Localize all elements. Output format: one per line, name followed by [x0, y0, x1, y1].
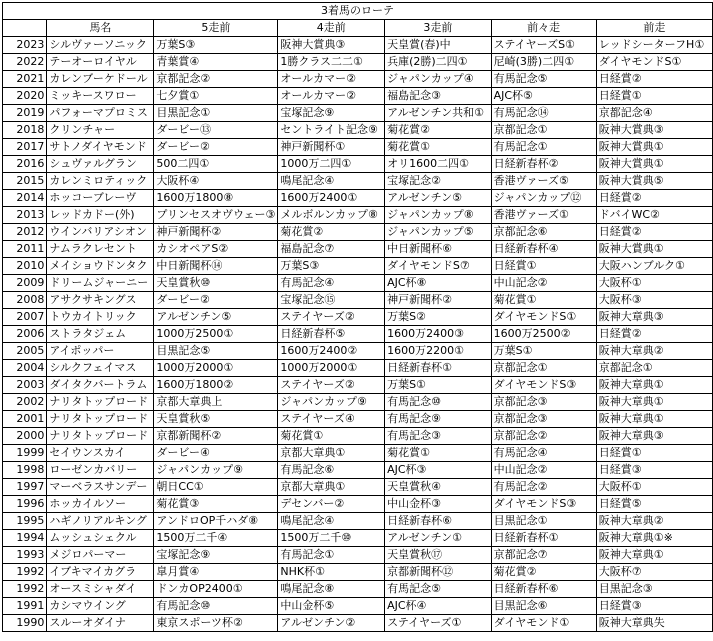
race-3rd-prev-cell: 菊花賞①	[385, 445, 492, 462]
race-prev-cell: 日経賞③	[596, 462, 712, 479]
race-3rd-prev-cell: アルゼンチン⑤	[385, 190, 492, 207]
year-cell: 1996	[3, 496, 47, 513]
table-row	[3, 530, 713, 547]
table-row	[3, 241, 713, 258]
race-3rd-prev-cell: 中日新聞杯⑥	[385, 241, 492, 258]
race-3rd-prev-cell: 菊花賞①	[385, 139, 492, 156]
horse-name-cell: カレンブーケドール	[47, 71, 154, 88]
race-prev-cell: 阪神大章典①	[596, 411, 712, 428]
race-2nd-prev-cell: 有馬記念⑭	[491, 105, 596, 122]
race-2nd-prev-cell: 京都記念①	[491, 122, 596, 139]
table-row	[3, 88, 713, 105]
race-4th-prev-cell: 鳴尾記念④	[278, 513, 385, 530]
race-4th-prev-cell: 宝塚記念⑨	[278, 105, 385, 122]
race-5th-prev-cell: アルゼンチン⑤	[154, 309, 278, 326]
race-3rd-prev-cell: 兵庫(2勝)二四①	[385, 54, 492, 71]
race-5th-prev-cell: ダービー⑬	[154, 122, 278, 139]
race-5th-prev-cell: 1600万1800②	[154, 377, 278, 394]
race-prev-cell: 阪神大章典①	[596, 394, 712, 411]
race-4th-prev-cell: 菊花賞②	[278, 224, 385, 241]
race-5th-prev-cell: 神戸新聞杯②	[154, 224, 278, 241]
table-row	[3, 173, 713, 190]
race-4th-prev-cell: NHK杯①	[278, 564, 385, 581]
year-cell: 2019	[3, 105, 47, 122]
table-row	[3, 513, 713, 530]
race-5th-prev-cell: 中日新聞杯⑭	[154, 258, 278, 275]
race-prev-cell: 大阪ハンブルク①	[596, 258, 712, 275]
race-5th-prev-cell: ダービー②	[154, 292, 278, 309]
table-row	[3, 37, 713, 54]
race-prev-cell: 阪神大賞典①	[596, 139, 712, 156]
race-3rd-prev-cell: 福島記念③	[385, 88, 492, 105]
race-3rd-prev-cell: 有馬記念⑩	[385, 394, 492, 411]
race-4th-prev-cell: 有馬記念①	[278, 547, 385, 564]
horse-name-cell: イブキマイカグラ	[47, 564, 154, 581]
race-2nd-prev-cell: AJC杯⑤	[491, 88, 596, 105]
year-cell: 1990	[3, 615, 47, 632]
race-prev-cell: 目黒記念③	[596, 581, 712, 598]
race-2nd-prev-cell: 京都記念③	[491, 411, 596, 428]
table-row	[3, 496, 713, 513]
race-2nd-prev-cell: 日経新春杯⑥	[491, 581, 596, 598]
race-3rd-prev-cell: 1600万2400③	[385, 326, 492, 343]
race-4th-prev-cell: セントライト記念⑨	[278, 122, 385, 139]
race-5th-prev-cell: 目黒記念⑤	[154, 343, 278, 360]
race-5th-prev-cell: 大阪杯④	[154, 173, 278, 190]
horse-name-cell: サトノダイヤモンド	[47, 139, 154, 156]
table-row	[3, 190, 713, 207]
race-2nd-prev-cell: ステイヤーズS①	[491, 37, 596, 54]
horse-name-cell: ミッキースワロー	[47, 88, 154, 105]
race-2nd-prev-cell: ジャパンカップ⑫	[491, 190, 596, 207]
race-2nd-prev-cell: 日経新春杯②	[491, 156, 596, 173]
race-3rd-prev-cell: 万葉S①	[385, 377, 492, 394]
race-5th-prev-cell: 目黒記念①	[154, 105, 278, 122]
race-2nd-prev-cell: 京都記念⑦	[491, 547, 596, 564]
race-2nd-prev-cell: ダイヤモンドS①	[491, 309, 596, 326]
race-5th-prev-cell: プリンセスオヴウェー③	[154, 207, 278, 224]
race-2nd-prev-cell: 菊花賞①	[491, 292, 596, 309]
race-4th-prev-cell: 有馬記念⑥	[278, 462, 385, 479]
header-cell-prev: 前走	[596, 20, 712, 37]
race-4th-prev-cell: 京都大章典①	[278, 479, 385, 496]
race-5th-prev-cell: ダービー④	[154, 445, 278, 462]
horse-name-cell: マーベラスサンデー	[47, 479, 154, 496]
race-prev-cell: 阪神大賞典①	[596, 156, 712, 173]
race-prev-cell: 大阪杯⑦	[596, 564, 712, 581]
year-cell: 2003	[3, 377, 47, 394]
race-3rd-prev-cell: 京都新聞杯⑫	[385, 564, 492, 581]
horse-name-cell: オースミシャダイ	[47, 581, 154, 598]
race-prev-cell: 阪神大賞典①	[596, 241, 712, 258]
horse-name-cell: ドリームジャーニー	[47, 275, 154, 292]
race-5th-prev-cell: ダービー②	[154, 139, 278, 156]
horse-name-cell: ダイタクバートラム	[47, 377, 154, 394]
horse-name-cell: ムッシュシェクル	[47, 530, 154, 547]
horse-name-cell: クリンチャー	[47, 122, 154, 139]
race-3rd-prev-cell: ジャパンカップ⑤	[385, 224, 492, 241]
race-5th-prev-cell: 東京スポーツ杯②	[154, 615, 278, 632]
horse-name-cell: カシマウイング	[47, 598, 154, 615]
header-cell-5th-prev: 5走前	[154, 20, 278, 37]
race-2nd-prev-cell: 1600万2500②	[491, 326, 596, 343]
year-cell: 2017	[3, 139, 47, 156]
race-4th-prev-cell: 日経新春杯⑤	[278, 326, 385, 343]
race-4th-prev-cell: 1000万2000①	[278, 360, 385, 377]
table-row	[3, 54, 713, 71]
race-5th-prev-cell: 皐月賞④	[154, 564, 278, 581]
race-2nd-prev-cell: 京都記念②	[491, 428, 596, 445]
race-prev-cell: 大阪杯①	[596, 479, 712, 496]
race-3rd-prev-cell: 菊花賞②	[385, 122, 492, 139]
year-cell: 1997	[3, 479, 47, 496]
race-2nd-prev-cell: ダイヤモンド①	[491, 615, 596, 632]
table-row	[3, 360, 713, 377]
race-4th-prev-cell: ステイヤーズ②	[278, 377, 385, 394]
year-cell: 2001	[3, 411, 47, 428]
race-4th-prev-cell: 1000万二四①	[278, 156, 385, 173]
race-prev-cell: 日経賞②	[596, 326, 712, 343]
year-cell: 2006	[3, 326, 47, 343]
year-cell: 2010	[3, 258, 47, 275]
table-row	[3, 598, 713, 615]
race-4th-prev-cell: 宝塚記念⑮	[278, 292, 385, 309]
race-2nd-prev-cell: 尼崎(3勝)二四①	[491, 54, 596, 71]
race-prev-cell: 阪神大章典③	[596, 428, 712, 445]
race-5th-prev-cell: 宝塚記念⑨	[154, 547, 278, 564]
header-cell-3rd-prev: 3走前	[385, 20, 492, 37]
year-cell: 1994	[3, 530, 47, 547]
year-cell: 2007	[3, 309, 47, 326]
year-cell: 2009	[3, 275, 47, 292]
race-prev-cell: 日経賞①	[596, 88, 712, 105]
race-5th-prev-cell: ドンカOP2400①	[154, 581, 278, 598]
race-prev-cell: 阪神大章典②	[596, 513, 712, 530]
table-row	[3, 445, 713, 462]
race-5th-prev-cell: 朝日CC①	[154, 479, 278, 496]
header-cell-4th-prev: 4走前	[278, 20, 385, 37]
race-4th-prev-cell: デセンバー②	[278, 496, 385, 513]
race-5th-prev-cell: 1500万二千④	[154, 530, 278, 547]
year-cell: 2020	[3, 88, 47, 105]
horse-name-cell: カレンミロティック	[47, 173, 154, 190]
race-2nd-prev-cell: 日経賞①	[491, 258, 596, 275]
race-5th-prev-cell: 1000万2000①	[154, 360, 278, 377]
table-row	[3, 275, 713, 292]
table-row	[3, 581, 713, 598]
table-row	[3, 292, 713, 309]
race-prev-cell: 阪神大章典①	[596, 377, 712, 394]
race-3rd-prev-cell: 万葉S②	[385, 309, 492, 326]
race-4th-prev-cell: 万葉S③	[278, 258, 385, 275]
race-5th-prev-cell: 京都大章典上	[154, 394, 278, 411]
table-row	[3, 343, 713, 360]
table-row	[3, 377, 713, 394]
race-5th-prev-cell: 1000万2500①	[154, 326, 278, 343]
race-3rd-prev-cell: 宝塚記念②	[385, 173, 492, 190]
year-cell: 1993	[3, 547, 47, 564]
horse-name-cell: ホッコーブレーヴ	[47, 190, 154, 207]
race-2nd-prev-cell: 有馬記念②	[491, 479, 596, 496]
table-row	[3, 309, 713, 326]
race-4th-prev-cell: ジャパンカップ⑨	[278, 394, 385, 411]
race-5th-prev-cell: 万葉S③	[154, 37, 278, 54]
race-5th-prev-cell: 菊花賞③	[154, 496, 278, 513]
horse-name-cell: シュヴァルグラン	[47, 156, 154, 173]
year-cell: 2002	[3, 394, 47, 411]
table-row	[3, 547, 713, 564]
race-prev-cell: 阪神大賞典⑤	[596, 173, 712, 190]
race-3rd-prev-cell: 日経新春杯①	[385, 360, 492, 377]
table-row	[3, 411, 713, 428]
race-3rd-prev-cell: 神戸新聞杯②	[385, 292, 492, 309]
year-cell: 2014	[3, 190, 47, 207]
table-row	[3, 462, 713, 479]
race-prev-cell: レッドシーターフH①	[596, 37, 712, 54]
race-2nd-prev-cell: 有馬記念⑤	[491, 71, 596, 88]
race-3rd-prev-cell: 有馬記念⑨	[385, 411, 492, 428]
race-4th-prev-cell: 鳴尾記念④	[278, 173, 385, 190]
race-4th-prev-cell: 京都大章典①	[278, 445, 385, 462]
race-prev-cell: 日経賞②	[596, 190, 712, 207]
table-row	[3, 105, 713, 122]
year-cell: 2023	[3, 37, 47, 54]
race-2nd-prev-cell: 日経新春杯①	[491, 530, 596, 547]
table-row	[3, 139, 713, 156]
year-cell: 2022	[3, 54, 47, 71]
race-5th-prev-cell: アンドロOP千ハダ⑧	[154, 513, 278, 530]
race-2nd-prev-cell: 目黒記念①	[491, 513, 596, 530]
race-5th-prev-cell: 京都新聞杯②	[154, 428, 278, 445]
race-5th-prev-cell: 京都記念②	[154, 71, 278, 88]
horse-name-cell: ナリタトップロード	[47, 428, 154, 445]
race-prev-cell: ダイヤモンドS①	[596, 54, 712, 71]
table-row	[3, 394, 713, 411]
horse-name-cell: トウカイトリック	[47, 309, 154, 326]
race-prev-cell: 阪神大章典①	[596, 547, 712, 564]
horse-name-cell: レッドカドー(外)	[47, 207, 154, 224]
table-row	[3, 428, 713, 445]
table-row	[3, 224, 713, 241]
race-prev-cell: ドバイWC②	[596, 207, 712, 224]
race-4th-prev-cell: 阪神大賞典③	[278, 37, 385, 54]
year-cell: 2015	[3, 173, 47, 190]
horse-name-cell: ハギノリアルキング	[47, 513, 154, 530]
horse-name-cell: ウインバリアシオン	[47, 224, 154, 241]
race-3rd-prev-cell: ジャパンカップ⑧	[385, 207, 492, 224]
race-4th-prev-cell: オールカマー②	[278, 88, 385, 105]
race-5th-prev-cell: 青葉賞④	[154, 54, 278, 71]
horse-name-cell: メジロパーマー	[47, 547, 154, 564]
horse-name-cell: シルクフェイマス	[47, 360, 154, 377]
race-4th-prev-cell: オールカマー②	[278, 71, 385, 88]
race-prev-cell: 京都記念④	[596, 105, 712, 122]
table-title: 3着馬のローテ	[3, 3, 713, 20]
race-3rd-prev-cell: 日経新春杯⑥	[385, 513, 492, 530]
table-row	[3, 564, 713, 581]
race-prev-cell: 阪神大章典③	[596, 309, 712, 326]
horse-name-cell: メイショウドンタク	[47, 258, 154, 275]
race-2nd-prev-cell: 目黒記念⑥	[491, 598, 596, 615]
horse-name-cell: ホッカイルソー	[47, 496, 154, 513]
year-cell: 1995	[3, 513, 47, 530]
race-3rd-prev-cell: アルゼンチン①	[385, 530, 492, 547]
year-cell: 1998	[3, 462, 47, 479]
race-3rd-prev-cell: オリ1600二四①	[385, 156, 492, 173]
header-cell-year	[3, 20, 47, 37]
race-4th-prev-cell: 1600万2400①	[278, 190, 385, 207]
race-prev-cell: 日経賞①	[596, 445, 712, 462]
table-row	[3, 326, 713, 343]
race-prev-cell: 阪神大章典②	[596, 343, 712, 360]
table-row	[3, 258, 713, 275]
race-2nd-prev-cell: 有馬記念④	[491, 445, 596, 462]
race-prev-cell: 日経賞②	[596, 224, 712, 241]
table-row	[3, 615, 713, 632]
horse-name-cell: アイポッパー	[47, 343, 154, 360]
race-2nd-prev-cell: 日経新春杯④	[491, 241, 596, 258]
horse-name-cell: シルヴァーソニック	[47, 37, 154, 54]
race-5th-prev-cell: ジャパンカップ⑨	[154, 462, 278, 479]
race-4th-prev-cell: 1500万二千⑩	[278, 530, 385, 547]
race-4th-prev-cell: 鳴尾記念⑧	[278, 581, 385, 598]
year-cell: 2021	[3, 71, 47, 88]
race-2nd-prev-cell: ダイヤモンドS③	[491, 377, 596, 394]
race-4th-prev-cell: 神戸新聞杯①	[278, 139, 385, 156]
year-cell: 1999	[3, 445, 47, 462]
race-prev-cell: 日経賞②	[596, 71, 712, 88]
table-row	[3, 207, 713, 224]
race-3rd-prev-cell: ステイヤーズ①	[385, 615, 492, 632]
table-row	[3, 479, 713, 496]
race-3rd-prev-cell: 天皇賞(春)中	[385, 37, 492, 54]
year-cell: 2000	[3, 428, 47, 445]
race-3rd-prev-cell: 有馬記念⑤	[385, 581, 492, 598]
rotation-table	[2, 2, 713, 632]
race-4th-prev-cell: 1勝クラス二二①	[278, 54, 385, 71]
race-prev-cell: 日経賞③	[596, 598, 712, 615]
race-4th-prev-cell: 福島記念⑦	[278, 241, 385, 258]
race-2nd-prev-cell: 京都記念③	[491, 394, 596, 411]
race-4th-prev-cell: 有馬記念④	[278, 275, 385, 292]
header-cell-horse: 馬名	[47, 20, 154, 37]
horse-name-cell: ナリタトップロード	[47, 411, 154, 428]
race-prev-cell: 阪神大章典失	[596, 615, 712, 632]
race-2nd-prev-cell: ダイヤモンドS③	[491, 496, 596, 513]
table-row	[3, 122, 713, 139]
race-5th-prev-cell: カシオペアS②	[154, 241, 278, 258]
year-cell: 2018	[3, 122, 47, 139]
horse-name-cell: セイウンスカイ	[47, 445, 154, 462]
race-3rd-prev-cell: AJC杯④	[385, 598, 492, 615]
race-4th-prev-cell: 菊花賞①	[278, 428, 385, 445]
horse-name-cell: ローゼンカバリー	[47, 462, 154, 479]
header-row	[3, 20, 713, 37]
table-row	[3, 156, 713, 173]
year-cell: 1992	[3, 564, 47, 581]
horse-name-cell: ナリタトップロード	[47, 394, 154, 411]
race-5th-prev-cell: 七夕賞①	[154, 88, 278, 105]
race-5th-prev-cell: 500二四①	[154, 156, 278, 173]
race-3rd-prev-cell: ダイヤモンドS⑦	[385, 258, 492, 275]
race-2nd-prev-cell: 菊花賞②	[491, 564, 596, 581]
year-cell: 2016	[3, 156, 47, 173]
year-cell: 2008	[3, 292, 47, 309]
race-prev-cell: 阪神大章典①※	[596, 530, 712, 547]
race-4th-prev-cell: メルボルンカップ⑧	[278, 207, 385, 224]
race-4th-prev-cell: アルゼンチン②	[278, 615, 385, 632]
race-3rd-prev-cell: 1600万2200①	[385, 343, 492, 360]
race-3rd-prev-cell: AJC杯③	[385, 462, 492, 479]
race-2nd-prev-cell: 香港ヴァーズ①	[491, 207, 596, 224]
year-cell: 2012	[3, 224, 47, 241]
horse-name-cell: ナムラクレセント	[47, 241, 154, 258]
race-4th-prev-cell: 1600万2400②	[278, 343, 385, 360]
race-2nd-prev-cell: 有馬記念①	[491, 139, 596, 156]
race-3rd-prev-cell: ジャパンカップ④	[385, 71, 492, 88]
race-3rd-prev-cell: アルゼンチン共和①	[385, 105, 492, 122]
race-2nd-prev-cell: 京都記念⑥	[491, 224, 596, 241]
race-3rd-prev-cell: 天皇賞秋⑰	[385, 547, 492, 564]
race-3rd-prev-cell: 有馬記念③	[385, 428, 492, 445]
race-2nd-prev-cell: 中山記念②	[491, 462, 596, 479]
race-2nd-prev-cell: 京都記念①	[491, 360, 596, 377]
horse-name-cell: パフォーマプロミス	[47, 105, 154, 122]
horse-name-cell: テーオーロイヤル	[47, 54, 154, 71]
race-2nd-prev-cell: 中山記念②	[491, 275, 596, 292]
race-4th-prev-cell: ステイヤーズ④	[278, 411, 385, 428]
year-cell: 2005	[3, 343, 47, 360]
race-5th-prev-cell: 1600万1800⑧	[154, 190, 278, 207]
race-5th-prev-cell: 天皇賞秋⑤	[154, 411, 278, 428]
race-prev-cell: 阪神大賞典③	[596, 122, 712, 139]
race-prev-cell: 大阪杯①	[596, 275, 712, 292]
race-3rd-prev-cell: 中山金杯③	[385, 496, 492, 513]
year-cell: 2011	[3, 241, 47, 258]
race-2nd-prev-cell: 香港ヴァーズ⑤	[491, 173, 596, 190]
table-row	[3, 71, 713, 88]
horse-name-cell: スルーオダイナ	[47, 615, 154, 632]
year-cell: 1991	[3, 598, 47, 615]
horse-name-cell: ストラタジェム	[47, 326, 154, 343]
race-prev-cell: 京都記念①	[596, 360, 712, 377]
race-4th-prev-cell: ステイヤーズ②	[278, 309, 385, 326]
year-cell: 2004	[3, 360, 47, 377]
year-cell: 1992	[3, 581, 47, 598]
header-cell-2nd-prev: 前々走	[491, 20, 596, 37]
race-5th-prev-cell: 天皇賞秋⑩	[154, 275, 278, 292]
race-5th-prev-cell: 有馬記念⑩	[154, 598, 278, 615]
race-2nd-prev-cell: 万葉S①	[491, 343, 596, 360]
race-prev-cell: 日経賞⑤	[596, 496, 712, 513]
race-4th-prev-cell: 中山金杯⑤	[278, 598, 385, 615]
race-3rd-prev-cell: AJC杯⑧	[385, 275, 492, 292]
year-cell: 2013	[3, 207, 47, 224]
race-prev-cell: 大阪杯③	[596, 292, 712, 309]
horse-name-cell: アサクサキングス	[47, 292, 154, 309]
race-3rd-prev-cell: 天皇賞秋④	[385, 479, 492, 496]
